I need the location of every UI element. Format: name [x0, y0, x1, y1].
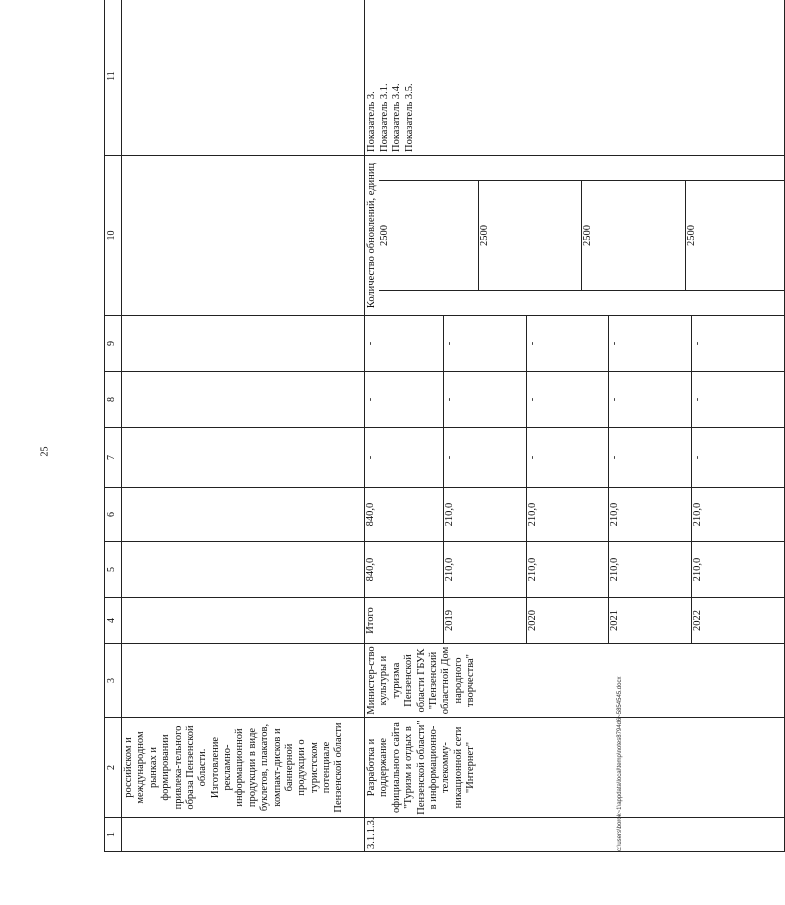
- row-number: 3.1.1.3.: [365, 818, 785, 852]
- col5-cell: [365, 542, 785, 598]
- cell-continued-4: [122, 598, 365, 644]
- year-2021: 2021: [609, 598, 691, 643]
- col9-value: -: [526, 316, 608, 371]
- col8-value: -: [444, 372, 526, 427]
- indicator: Показатель 3.1.: [378, 83, 390, 152]
- indicator: Показатель 3.4.: [391, 83, 403, 152]
- year-2022: 2022: [691, 610, 703, 631]
- col8-list: [365, 372, 770, 427]
- col6-value: 210,0: [444, 488, 526, 541]
- header-row: [105, 0, 122, 852]
- cell-continued-2: российском и международном рынках и формировании привлека-тельного образа Пензенской области. Изготовление рекламно-информационной продукции в виде буклетов, плакатов, компакт-дисков и баннерной продукции о туристском потенциале Пензенской области: [122, 718, 365, 818]
- cell-continued-3: [122, 644, 365, 718]
- col10-cell: [365, 156, 785, 316]
- cell-continued-6: [122, 488, 365, 542]
- col9-value: -: [609, 316, 691, 371]
- col10-list: [379, 180, 784, 291]
- col10-value: 2500: [478, 180, 581, 290]
- cell-continued-10: [122, 156, 365, 316]
- measure-name: Разработка и поддержание официального сайта "Туризм и отдых в Пензенской области" в информационно-телекомму-никационной сети "Интернет": [365, 718, 785, 818]
- cell-continued-7: [122, 428, 365, 488]
- col5-value: 840,0: [365, 542, 444, 597]
- col10-value: 2500: [379, 180, 478, 290]
- page-number: 25: [39, 446, 51, 457]
- col-header-2: 2: [105, 718, 122, 818]
- table-row-3-1-1-3: [365, 0, 785, 852]
- col7-value: -: [691, 455, 703, 460]
- cell-continued-1: [122, 818, 365, 852]
- cell-continued-9: [122, 316, 365, 372]
- col-header-8: 8: [105, 372, 122, 428]
- col7-value: -: [365, 428, 444, 487]
- col6-list: [365, 488, 770, 541]
- col8-value: -: [526, 372, 608, 427]
- col-header-11: 11: [105, 0, 122, 156]
- col8-value: -: [691, 397, 703, 402]
- col6-value: 840,0: [365, 488, 444, 541]
- footer-file-path: c:\users\borok~1\appdata\local\temp\notes8794d6~5854545.docx: [617, 676, 623, 851]
- indicator: Показатель 3.: [366, 91, 377, 152]
- cell-continued-11: [122, 0, 365, 156]
- indicator: Показатель 3.5.: [403, 83, 415, 152]
- col11-cell: [365, 0, 785, 156]
- table-row-continued: [122, 0, 365, 852]
- year-total: Итого: [365, 598, 444, 643]
- col-header-7: 7: [105, 428, 122, 488]
- col-header-10: 10: [105, 156, 122, 316]
- col7-value: -: [444, 428, 526, 487]
- col8-cell: [365, 372, 785, 428]
- col10-value: 2500: [582, 180, 685, 290]
- years-cell: [365, 598, 785, 644]
- col-header-1: 1: [105, 818, 122, 852]
- col10-header: Количество обновлений, единиц: [366, 162, 377, 309]
- col-header-6: 6: [105, 488, 122, 542]
- col5-value: 210,0: [609, 542, 691, 597]
- cell-continued-8: [122, 372, 365, 428]
- col7-cell: [365, 428, 785, 488]
- col5-value: 210,0: [444, 542, 526, 597]
- year-2019: 2019: [444, 598, 526, 643]
- col9-value: -: [365, 316, 444, 371]
- col6-value: 210,0: [691, 502, 703, 527]
- col9-value: -: [691, 341, 703, 346]
- year-2020: 2020: [526, 598, 608, 643]
- col7-list: [365, 428, 770, 487]
- executor: Министер-ство культуры и туризма Пензенской области ГБУК "Пензенский областной Дом народного творчества": [365, 644, 785, 718]
- col-header-3: 3: [105, 644, 122, 718]
- col6-value: 210,0: [526, 488, 608, 541]
- col6-value: 210,0: [609, 488, 691, 541]
- col5-value: 210,0: [526, 542, 608, 597]
- col8-value: -: [365, 372, 444, 427]
- years-list: [365, 598, 770, 643]
- col-header-9: 9: [105, 316, 122, 372]
- col7-value: -: [526, 428, 608, 487]
- col-header-4: 4: [105, 598, 122, 644]
- col6-cell: [365, 488, 785, 542]
- col-header-5: 5: [105, 542, 122, 598]
- col9-value: -: [444, 316, 526, 371]
- col7-value: -: [609, 428, 691, 487]
- col9-cell: [365, 316, 785, 372]
- col5-list: [365, 542, 770, 597]
- col9-list: [365, 316, 770, 371]
- budget-table: [104, 0, 785, 852]
- col8-value: -: [609, 372, 691, 427]
- col5-value: 210,0: [691, 557, 703, 582]
- cell-continued-5: [122, 542, 365, 598]
- col10-value: 2500: [685, 225, 697, 247]
